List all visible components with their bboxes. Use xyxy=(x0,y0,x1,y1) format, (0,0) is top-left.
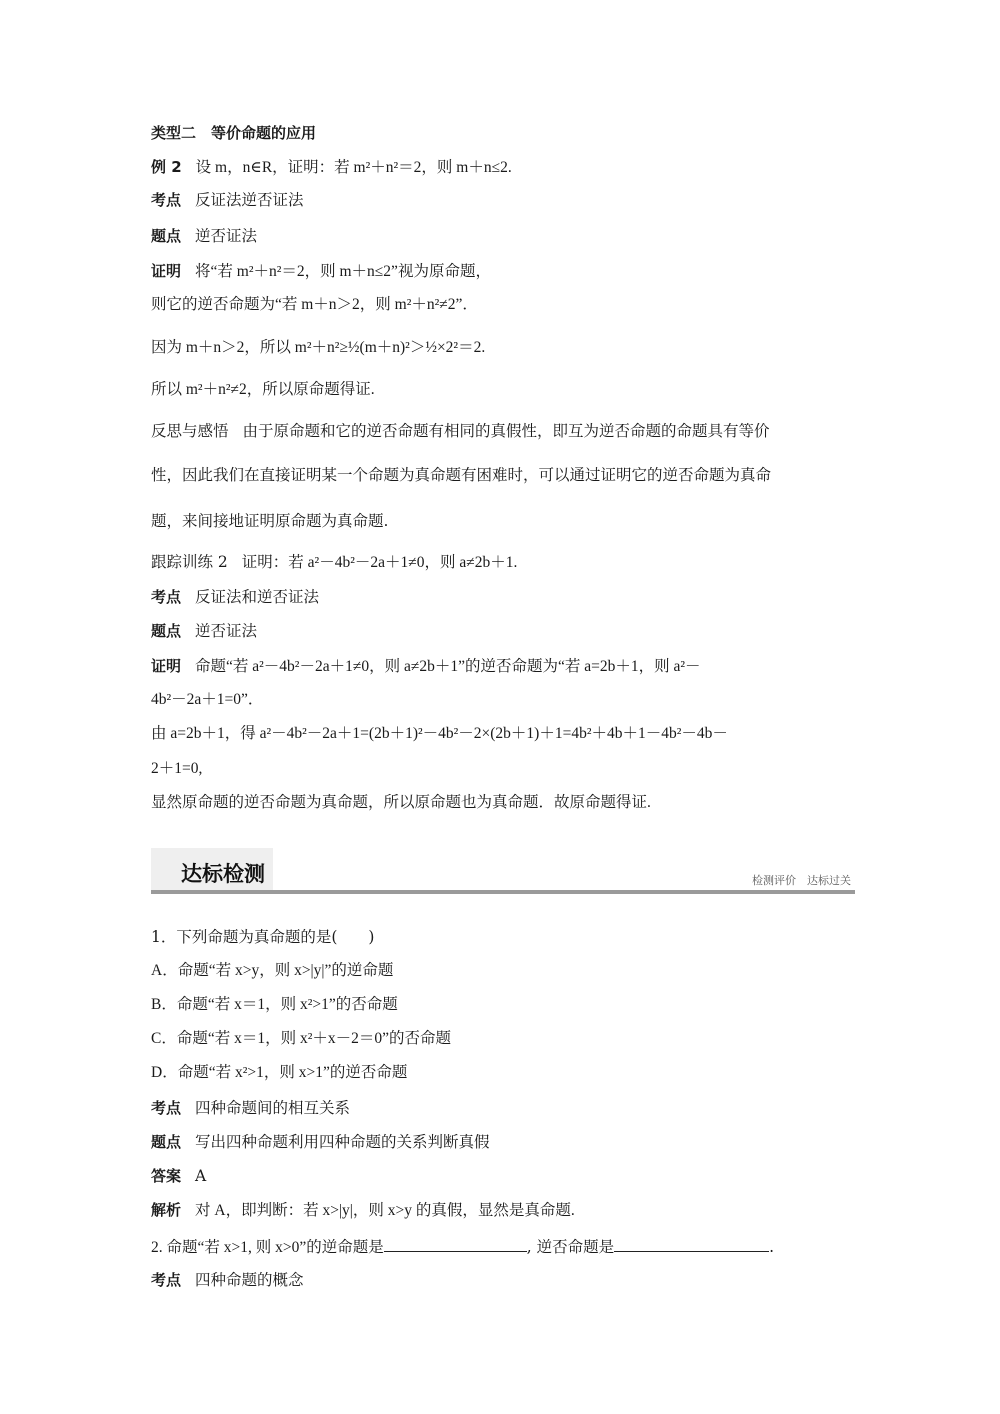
example-2-problem xyxy=(151,157,512,178)
kaodian-label: 考点 xyxy=(151,588,182,606)
tidian-value: 写出四种命题利用四种命题的关系判断真假 xyxy=(195,1133,490,1151)
tidian-label: 题点 xyxy=(151,227,182,245)
example-2-proof-line-1 xyxy=(151,261,491,282)
training-2-proof-line-2: 4b²－2a＋1=0”． xyxy=(151,691,264,708)
reflection-label: 反思与感悟 xyxy=(151,422,229,440)
tidian-value: 逆否证法 xyxy=(195,622,258,640)
analysis-label: 解析 xyxy=(151,1201,182,1219)
section-heading xyxy=(151,848,855,894)
training-2-kaodian xyxy=(151,587,319,607)
proof-text: 命题“若 a²－4b²－2a＋1≠0，则 a≠2b＋1”的逆否命题为“若 a=2b＋1，则 a²－ xyxy=(195,658,701,675)
proof-label: 证明 xyxy=(151,262,182,280)
answer-label: 答案 xyxy=(151,1167,182,1185)
question-1-analysis xyxy=(151,1200,575,1221)
question-1-option-c: C．命题“若 x＝1，则 x²＋x－2＝0”的否命题 xyxy=(151,1030,451,1047)
question-1-option-b: B．命题“若 x＝1，则 x²>1”的否命题 xyxy=(151,996,398,1013)
example-2-tidian xyxy=(151,226,257,246)
answer-blank-converse[interactable] xyxy=(384,1235,527,1252)
question-2-text-2: , 逆否命题是 xyxy=(526,1238,615,1256)
type-heading: 类型二 等价命题的应用 xyxy=(151,124,317,142)
proof-text: 将“若 m²＋n²＝2，则 m＋n≤2”视为原命题， xyxy=(195,263,491,280)
reflection-line-2: 性，因此我们在直接证明某一个命题为真命题有困难时，可以通过证明它的逆否命题为真命 xyxy=(151,466,772,484)
answer-value: A xyxy=(195,1167,207,1185)
kaodian-value: 反证法逆否证法 xyxy=(195,191,304,209)
training-2-problem xyxy=(151,552,517,573)
example-2-proof-line-3: 因为 m＋n＞2，所以 m²＋n²≥½(m＋n)²＞½×2²＝2. xyxy=(151,339,486,356)
proof-label: 证明 xyxy=(151,657,182,675)
tidian-label: 题点 xyxy=(151,1133,182,1151)
reflection-line-1 xyxy=(151,421,770,441)
question-2-stem xyxy=(151,1235,774,1258)
example-2-kaodian xyxy=(151,190,304,210)
example-2-proof-line-2: 则它的逆否命题为“若 m＋n＞2，则 m²＋n²≠2”． xyxy=(151,296,478,313)
kaodian-value: 四种命题的概念 xyxy=(195,1271,304,1289)
heading-divider xyxy=(151,890,855,894)
answer-blank-contrapositive[interactable] xyxy=(614,1235,769,1252)
training-2-proof-line-1 xyxy=(151,656,701,677)
example-label: 例 2 xyxy=(151,158,182,176)
question-2-text-1: 2. 命题“若 x>1, 则 x>0”的逆命题是 xyxy=(151,1239,384,1256)
question-1-option-d: D．命题“若 x²>1，则 x>1”的逆否命题 xyxy=(151,1064,408,1081)
kaodian-label: 考点 xyxy=(151,191,182,209)
question-1-kaodian xyxy=(151,1098,350,1118)
question-2-kaodian xyxy=(151,1270,304,1290)
question-2-text-end: . xyxy=(769,1238,775,1256)
example-text: 设 m，n∈R，证明：若 m²＋n²＝2，则 m＋n≤2. xyxy=(195,159,512,176)
kaodian-value: 反证法和逆否证法 xyxy=(195,588,320,606)
training-text: 证明：若 a²－4b²－2a＋1≠0，则 a≠2b＋1. xyxy=(241,554,518,571)
reflection-text: 由于原命题和它的逆否命题有相同的真假性，即互为逆否命题的命题具有等价 xyxy=(242,422,770,440)
question-1-option-a: A．命题“若 x>y，则 x>|y|”的逆命题 xyxy=(151,962,394,979)
training-2-proof-line-5: 显然原命题的逆否命题为真命题，所以原命题也为真命题．故原命题得证. xyxy=(151,794,651,811)
training-2-proof-line-4: 2＋1=0, xyxy=(151,760,203,777)
question-1-answer xyxy=(151,1166,206,1186)
kaodian-label: 考点 xyxy=(151,1271,182,1289)
training-2-tidian xyxy=(151,621,257,641)
example-2-proof-line-4: 所以 m²＋n²≠2，所以原命题得证. xyxy=(151,381,375,398)
tidian-value: 逆否证法 xyxy=(195,227,258,245)
section-title: 达标检测 xyxy=(181,862,265,886)
kaodian-value: 四种命题间的相互关系 xyxy=(195,1099,351,1117)
analysis-value: 对 A，即判断：若 x>|y|，则 x>y 的真假，显然是真命题. xyxy=(195,1202,575,1219)
training-label: 跟踪训练 2 xyxy=(151,553,228,571)
question-1-tidian xyxy=(151,1132,490,1152)
tidian-label: 题点 xyxy=(151,622,182,640)
section-subtitle: 检测评价 达标过关 xyxy=(752,874,851,887)
training-2-proof-line-3: 由 a=2b＋1，得 a²－4b²－2a＋1=(2b＋1)²－4b²－2×(2b＋1)＋1=4b²＋4b＋1－4b²－4b－ xyxy=(151,725,728,742)
kaodian-label: 考点 xyxy=(151,1099,182,1117)
reflection-line-3: 题，来间接地证明原命题为真命题. xyxy=(151,512,389,530)
question-1-stem: 1．下列命题为真命题的是( ) xyxy=(151,928,375,946)
